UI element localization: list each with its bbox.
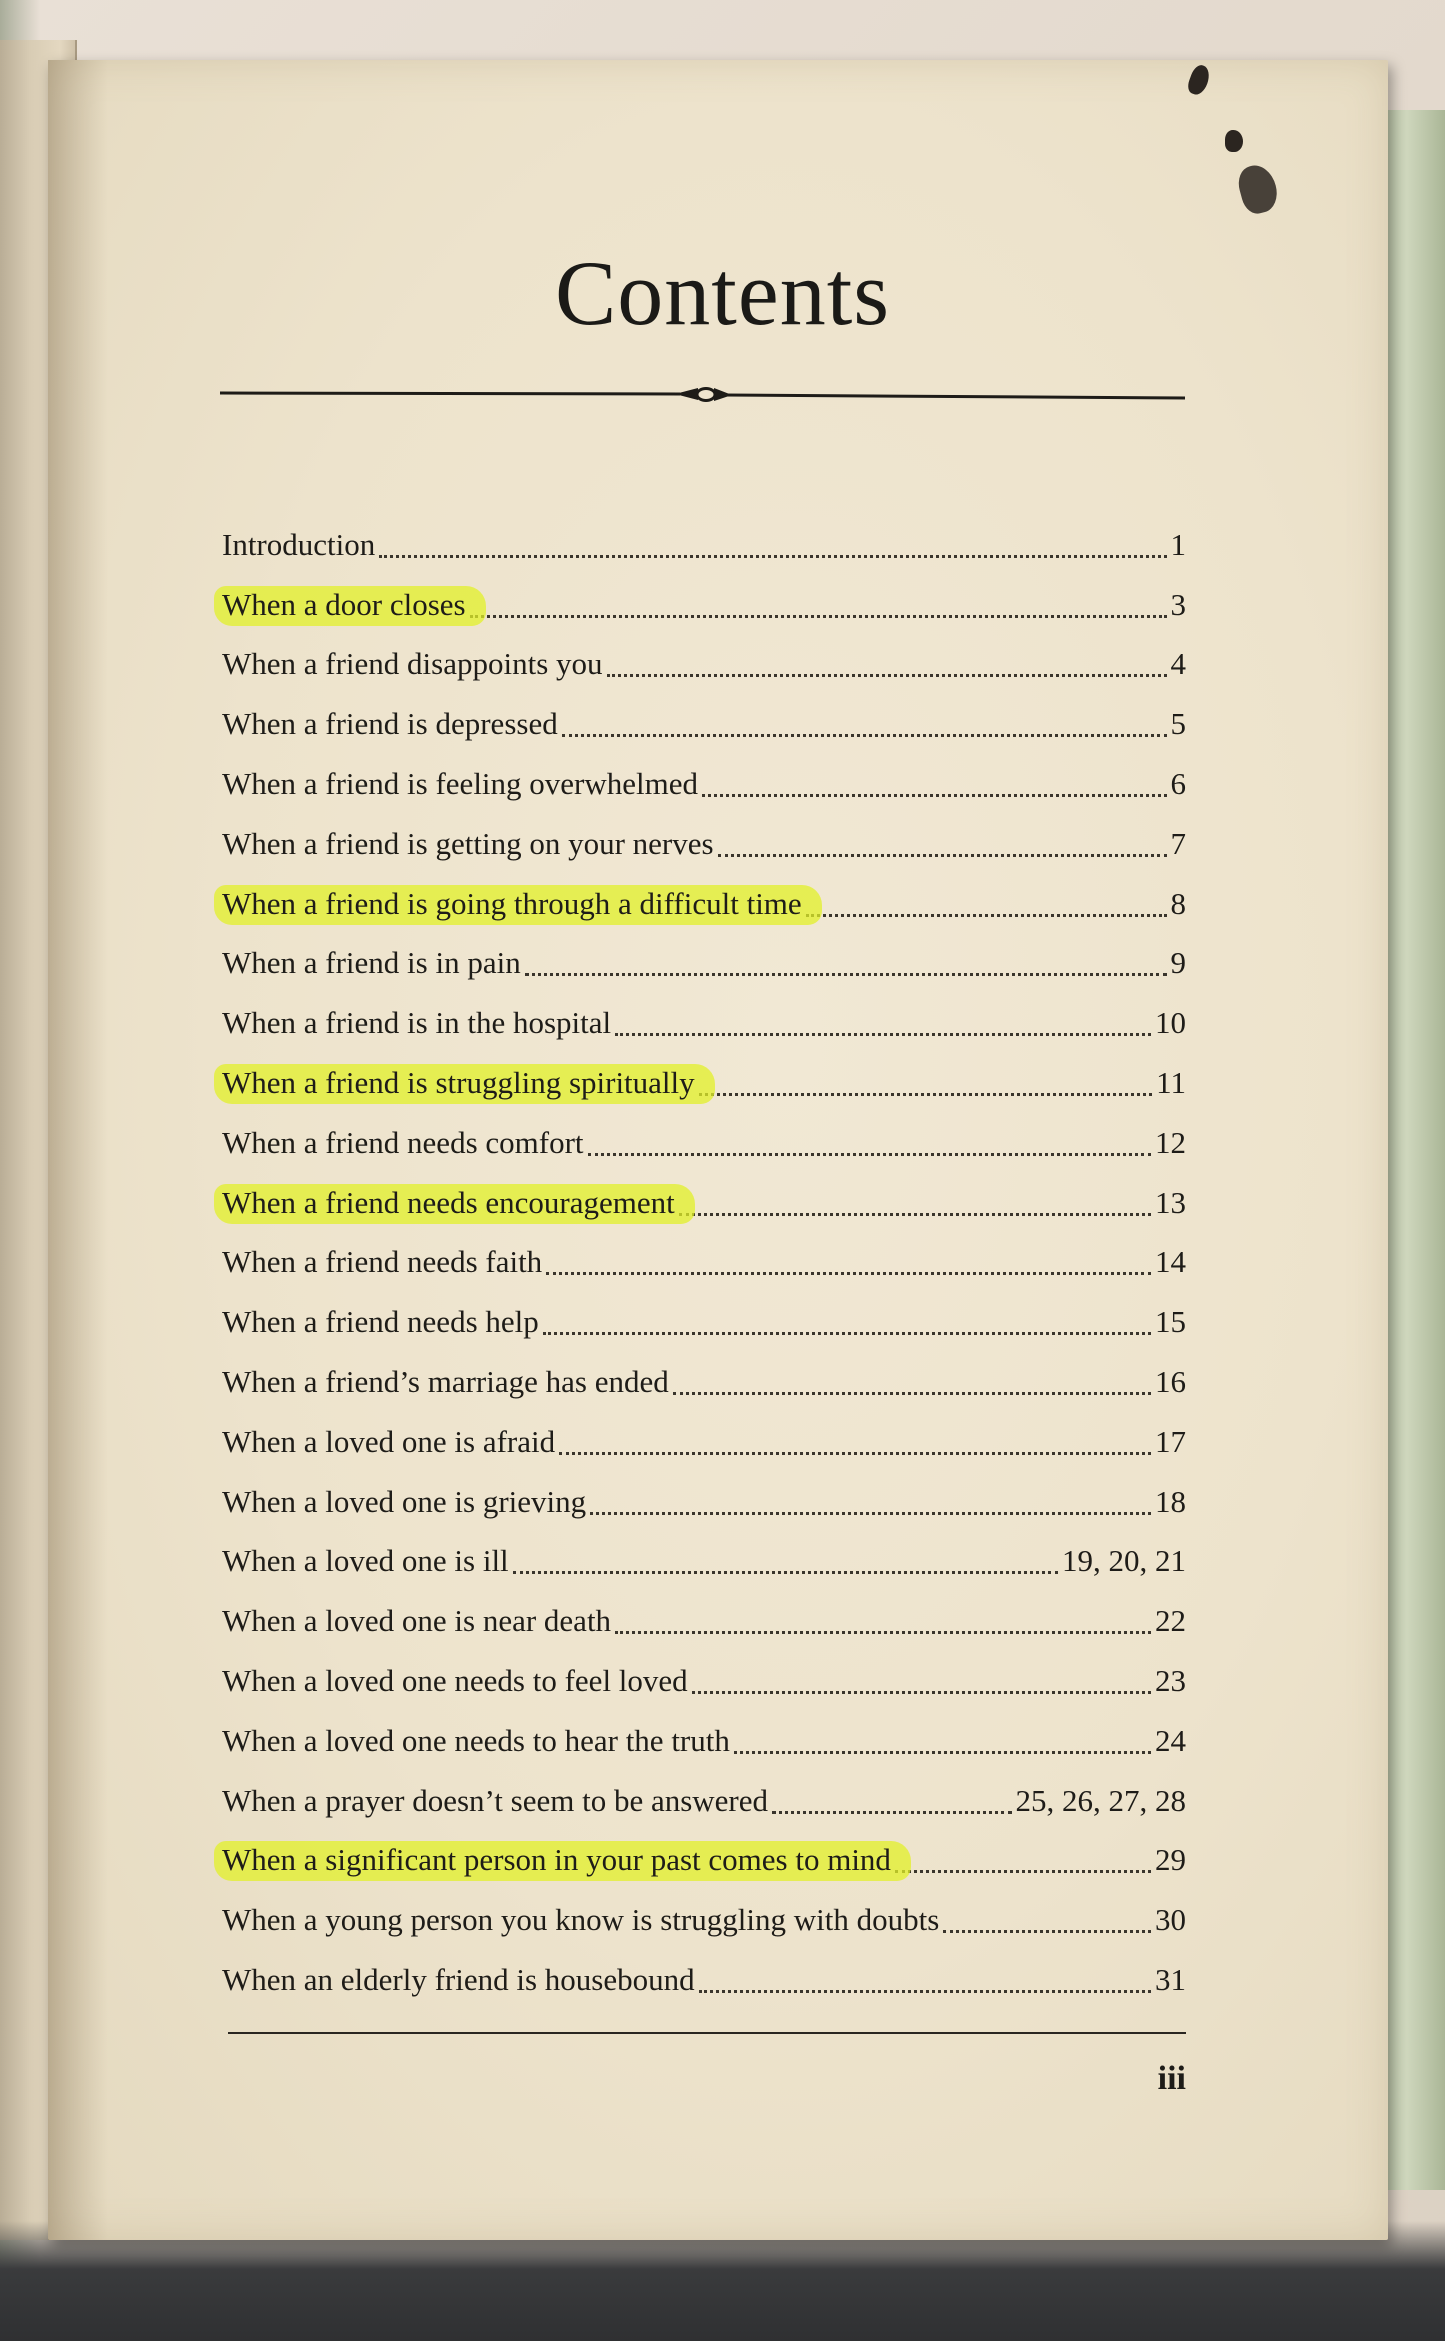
toc-entry-title: When a loved one needs to hear the truth [222,1722,730,1758]
toc-entry-title: When a friend is in pain [222,945,521,981]
dot-leader [379,554,1166,558]
toc-entry [222,1764,1186,1824]
dot-leader [562,733,1167,737]
toc-entry-title: When a loved one is ill [222,1543,509,1579]
dot-leader [895,1869,1151,1873]
toc-entry [222,508,1186,568]
toc-entry-title: When a friend is in the hospital [222,1005,612,1041]
toc-entry-page: 14 [1155,1244,1186,1280]
toc-entry-page: 3 [1170,586,1186,622]
toc-entry-page: 6 [1170,765,1186,801]
dot-leader [546,1271,1151,1275]
toc-entry [222,1285,1186,1345]
toc-entry-title: When a friend is going through a difficult time [222,885,802,921]
dot-leader [718,853,1167,857]
toc-entry [222,1345,1186,1405]
toc-entry-title: When a friend needs faith [222,1244,543,1280]
toc-entry-title: When a friend’s marriage has ended [222,1363,669,1399]
toc-entry-title: When a door closes [222,586,466,622]
toc-entry-page: 13 [1155,1184,1186,1220]
ornamental-rule [220,380,1185,410]
toc-entry-title: When a friend is feeling overwhelmed [222,765,699,801]
toc-entry-title: When a friend needs encouragement [222,1184,675,1220]
dot-leader [702,793,1166,797]
dot-leader [588,1152,1151,1156]
toc-entry-page: 10 [1155,1005,1186,1041]
toc-entry-page: 11 [1156,1064,1186,1100]
toc-entry [222,927,1186,987]
ink-stain [1225,130,1243,152]
toc-entry-title: Introduction [222,526,376,562]
page-title: Contents [554,242,891,344]
dot-leader [615,1630,1151,1634]
toc-entry [222,1943,1186,2003]
toc-entry-page: 22 [1155,1603,1186,1639]
dot-leader [559,1451,1151,1455]
toc-entry-title: When a friend needs comfort [222,1124,584,1160]
toc-entry-page: 1 [1170,526,1186,562]
toc-entry-page: 18 [1155,1483,1186,1519]
toc-entry-page: 25, 26, 27, 28 [1015,1782,1186,1818]
toc-entry-page: 9 [1170,945,1186,981]
dot-leader [734,1750,1151,1754]
bottom-rule [228,2032,1186,2034]
toc-entry [222,1226,1186,1286]
toc-entry [222,867,1186,927]
toc-entry-page: 23 [1155,1662,1186,1698]
toc-entry-page: 15 [1155,1304,1186,1340]
toc-entry-page: 24 [1155,1722,1186,1758]
toc-entry [222,687,1186,747]
toc-entry [222,1405,1186,1465]
toc-entry-page: 17 [1155,1423,1186,1459]
dot-leader [673,1391,1151,1395]
toc-entry-title: When a loved one needs to feel loved [222,1662,688,1698]
toc-entry [222,1644,1186,1704]
toc-entry-title: When a friend disappoints you [222,646,603,682]
toc-entry-title: When a friend is getting on your nerves [222,825,714,861]
toc-entry [222,1046,1186,1106]
dot-leader [513,1570,1058,1574]
toc-entry [222,1465,1186,1525]
page-curl-shadow [48,60,108,2240]
toc-entry [222,747,1186,807]
toc-entry [222,1824,1186,1884]
toc-entry-page: 12 [1155,1124,1186,1160]
dot-leader [525,972,1167,976]
toc-entry-title: When a young person you know is struggling with doubts [222,1902,940,1938]
toc-entry-page: 4 [1170,646,1186,682]
dot-leader [615,1032,1151,1036]
toc-entry-page: 31 [1155,1961,1186,1997]
toc-entry [222,1525,1186,1585]
toc-entry-title: When a friend is depressed [222,706,558,742]
toc-entry-page: 5 [1170,706,1186,742]
toc-entry-title: When an elderly friend is housebound [222,1961,695,1997]
dot-leader [806,913,1167,917]
dot-leader [943,1929,1151,1933]
dot-leader [699,1989,1151,1993]
toc-entry [222,807,1186,867]
toc-entry-page: 30 [1155,1902,1186,1938]
toc-entry-page: 16 [1155,1363,1186,1399]
toc-entry-title: When a prayer doesn’t seem to be answered [222,1782,769,1818]
toc-entry-title: When a loved one is grieving [222,1483,587,1519]
toc-entry-page: 29 [1155,1842,1186,1878]
toc-entry-title: When a significant person in your past comes to mind [222,1842,891,1878]
toc-entry-title: When a loved one is afraid [222,1423,556,1459]
toc-entry-title: When a friend needs help [222,1304,539,1340]
toc-entry-title: When a loved one is near death [222,1603,612,1639]
dot-leader [543,1331,1151,1335]
dot-leader [772,1810,1011,1814]
toc-entry [222,1704,1186,1764]
dot-leader [692,1690,1151,1694]
toc-entry [222,986,1186,1046]
toc-entry-page: 19, 20, 21 [1062,1543,1186,1579]
toc-entry [222,1584,1186,1644]
table-of-contents [222,508,1186,2003]
dot-leader [607,673,1167,677]
dot-leader [470,614,1167,618]
toc-entry [222,1883,1186,1943]
toc-entry [222,568,1186,628]
page-number: iii [1157,2060,1186,2097]
toc-entry [222,628,1186,688]
toc-entry [222,1166,1186,1226]
dot-leader [679,1212,1151,1216]
dot-leader [699,1092,1152,1096]
dot-leader [590,1511,1151,1515]
toc-entry-page: 8 [1170,885,1186,921]
toc-entry [222,1106,1186,1166]
toc-entry-page: 7 [1170,825,1186,861]
toc-entry-title: When a friend is struggling spiritually [222,1064,695,1100]
